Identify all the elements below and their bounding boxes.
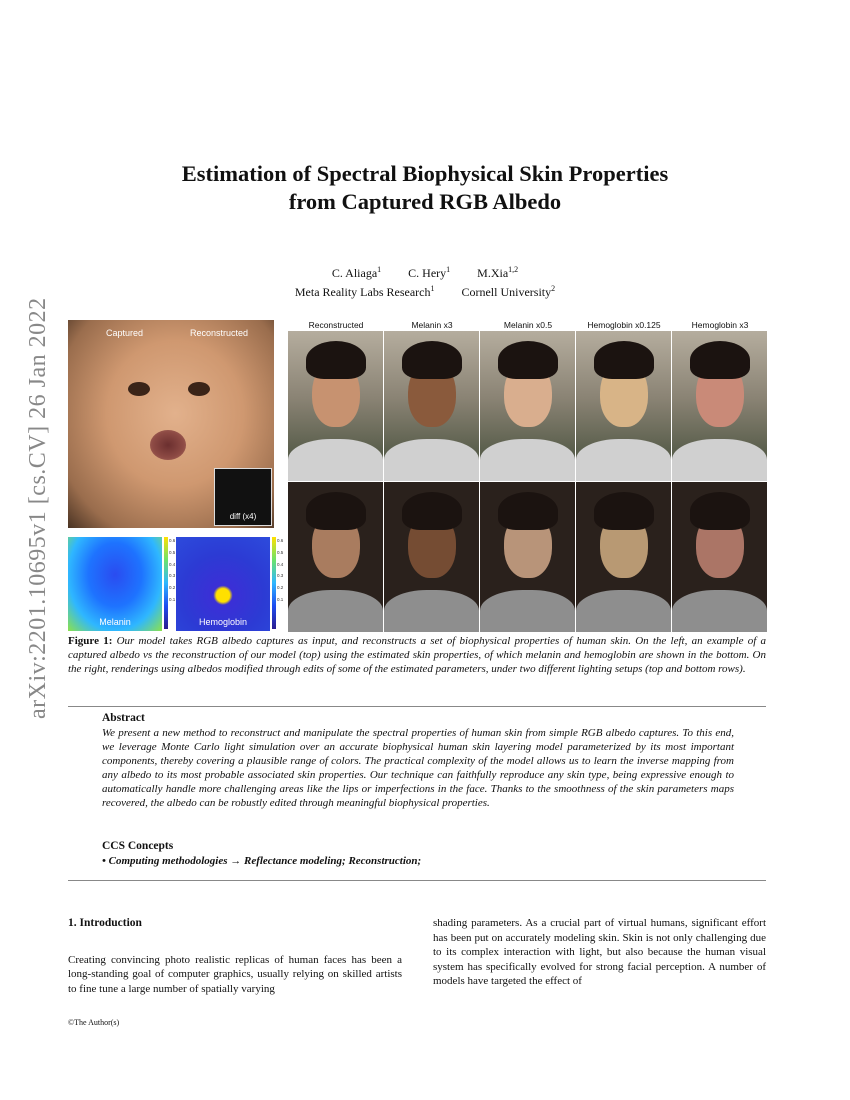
- ccs-text: • Computing methodologies → Reflectance modeling; Reconstruction;: [102, 855, 422, 867]
- render-bot-2: [480, 482, 575, 632]
- render-bot-0: [288, 482, 383, 632]
- title-line-1: Estimation of Spectral Biophysical Skin Properties: [181, 161, 669, 186]
- ccs-heading: CCS Concepts: [102, 840, 174, 852]
- affiliations: [0, 281, 850, 300]
- shirt: [672, 590, 767, 632]
- shirt: [576, 590, 671, 632]
- colorbar-ticks: 0.6 0.5 0.4 0.3 0.2 0.1: [169, 538, 176, 602]
- divider: [68, 706, 766, 707]
- render-top-3: [576, 331, 671, 481]
- caption-label: Figure 1:: [68, 635, 113, 647]
- render-bot-1: [384, 482, 479, 632]
- shirt: [672, 439, 767, 481]
- author: C. Hery$^1$: [408, 265, 451, 280]
- intro-paragraph: Creating convincing photo realistic replicas of human faces has been a long-standing goal of computer graphics, usually relying on skilled artists to fine tune a large number of spatially varying: [68, 953, 402, 995]
- title-line-2: from Captured RGB Albedo: [288, 189, 562, 214]
- hair: [690, 492, 750, 530]
- abstract-heading: Abstract: [102, 712, 145, 724]
- shirt: [480, 439, 575, 481]
- hair: [594, 492, 654, 530]
- colorbar: [272, 537, 276, 629]
- paper-title: [0, 160, 850, 216]
- reconstructed-label: Reconstructed: [190, 328, 249, 338]
- shirt: [384, 590, 479, 632]
- hemoglobin-label: Hemoglobin: [198, 617, 248, 627]
- column-label: Reconstructed: [308, 320, 364, 330]
- render-bot-3: [576, 482, 671, 632]
- captured-label: Captured: [106, 328, 144, 338]
- eye: [188, 382, 210, 396]
- eye: [128, 382, 150, 396]
- hemoglobin-map: [176, 537, 282, 631]
- intro-column-2: shading parameters. As a crucial part of virtual humans, significant effort has been put on accurately modeling skin. Skin is not only challenging due to its complex interaction with light, but also because the human visual system has specifically evolved for strong facial perception. A number of models have targeted the effect of: [433, 917, 766, 987]
- abstract-text: We present a new method to reconstruct and manipulate the spectral properties of human skin from simple RGB albedo captures. To this end, we leverage Monte Carlo light simulation over an accurate biophysical human skin layering model parameterized by its most important components, thereby covering a plausible range of colors. The practical complexity of the model allows us to learn the inverse mapping from any albedo to its most probable associated skin properties. Our technique can faithfully reproduce any skin type, being expressive enough to automatically handle more challenging areas like the lips or imperfections in the face. Thanks to the smoothness of the skin parameters maps recovered, the albedo can be robustly edited through meaningful biophysical properties.: [102, 727, 734, 809]
- hair: [498, 492, 558, 530]
- render-top-1: [384, 331, 479, 481]
- divider: [68, 880, 766, 881]
- column-label: Hemoglobin x3: [691, 320, 749, 330]
- arxiv-stamp: arXiv:2201.10695v1 [cs.CV] 26 Jan 2022: [25, 297, 51, 719]
- hair: [306, 492, 366, 530]
- caption-text: Our model takes RGB albedo captures as input, and reconstructs a set of biophysical properties of human skin. On the left, an example of a captured albedo vs the reconstruction of our model (top) using the estimated skin properties, of which melanin and hemoglobin are shown in the bottom. On the right, renderings using albedos modified through edits of some of the estimated parameters, under two different lighting setups (top and bottom rows).: [68, 635, 766, 675]
- hemoglobin-image: [176, 537, 270, 631]
- figure-caption: [68, 634, 766, 676]
- shirt: [384, 439, 479, 481]
- albedo-image: [68, 320, 274, 528]
- hair: [690, 341, 750, 379]
- shirt: [288, 439, 383, 481]
- mouth: [150, 430, 186, 460]
- section-heading: 1. Introduction: [68, 917, 142, 929]
- hair: [594, 341, 654, 379]
- column-label: Melanin x0.5: [503, 320, 553, 330]
- shirt: [288, 590, 383, 632]
- render-top-0: [288, 331, 383, 481]
- colorbar: [164, 537, 168, 629]
- author-block: [0, 262, 850, 300]
- affiliation: Meta Reality Labs Research$^1$: [294, 284, 435, 299]
- copyright-footer: ©The Author(s): [68, 1018, 120, 1027]
- render-bot-4: [672, 482, 767, 632]
- diff-label: diff (x4): [229, 512, 257, 521]
- hair: [306, 341, 366, 379]
- column-label: Melanin x3: [411, 320, 453, 330]
- diff-inset: [214, 468, 272, 526]
- melanin-map: [68, 537, 174, 631]
- colorbar-ticks: 0.6 0.5 0.4 0.3 0.2 0.1: [277, 538, 284, 602]
- abstract: [102, 711, 734, 810]
- render-top-4: [672, 331, 767, 481]
- author: C. Aliaga$^1$: [331, 265, 382, 280]
- shirt: [576, 439, 671, 481]
- ccs-concepts: [102, 839, 734, 869]
- affiliation: Cornell University$^2$: [461, 284, 556, 299]
- intro-column-1: [68, 916, 402, 996]
- hair: [402, 341, 462, 379]
- hair: [402, 492, 462, 530]
- author: M.Xia$^{1,2}$: [477, 265, 519, 280]
- render-top-2: [480, 331, 575, 481]
- column-label: Hemoglobin x0.125: [587, 320, 661, 330]
- author-names: [0, 262, 850, 281]
- melanin-image: [68, 537, 162, 631]
- melanin-label: Melanin: [99, 617, 131, 627]
- hair: [498, 341, 558, 379]
- shirt: [480, 590, 575, 632]
